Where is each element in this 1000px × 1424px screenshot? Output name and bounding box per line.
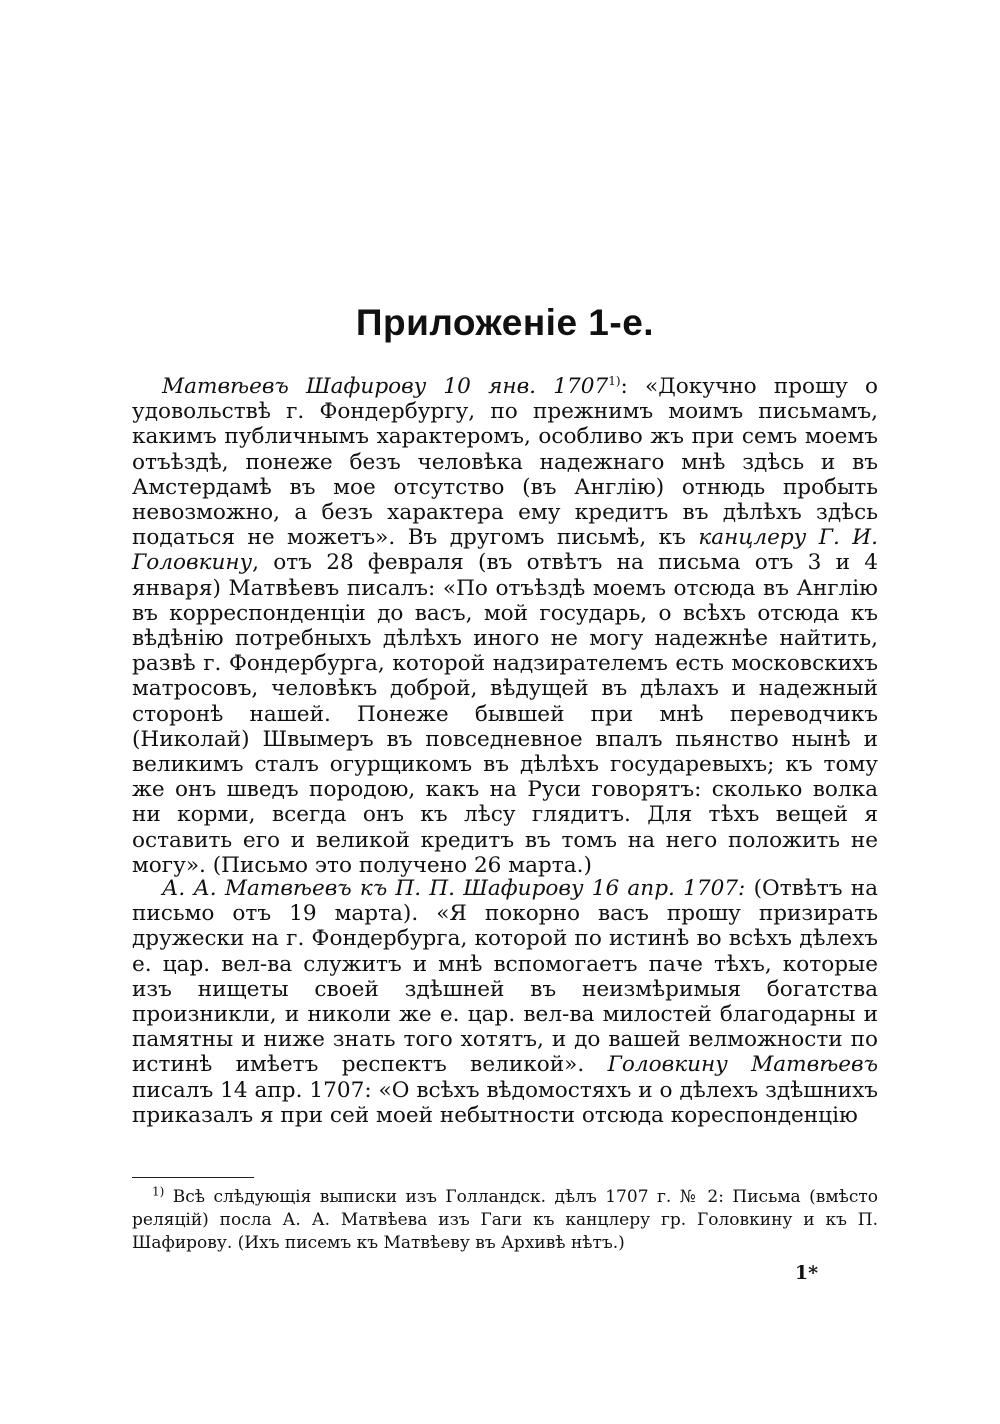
footnote-marker: 1): [152, 1184, 165, 1199]
page-title: Приложеніе 1-е.: [355, 302, 655, 343]
paragraph-1-text-b: , отъ 28 февраля (въ отвѣтъ на письма отъ 3 и 4 января) Матвѣевъ писалъ: «По отъѣздѣ моемъ отсюда въ Англію въ корреспонденціи до васъ, мой государь, о всѣхъ отсюда къ вѣдѣнію потребныхъ дѣлѣхъ иного не могу надежнѣе найтить, развѣ г. Фондербурга, которой надзирателемъ есть московскихъ матросовъ, человѣкъ доброй, вѣдущей въ дѣлахъ и надежный сторонѣ нашей. Понеже бывшей при мнѣ переводчикъ (Николай) Швымеръ въ повседневное впалъ пьянство нынѣ и великимъ сталъ огурщикомъ въ дѣлѣхъ государевыхъ; къ тому же онъ шведъ породою, какъ на Руси говорятъ: сколько волка ни корми, всегда онъ къ лѣсу глядитъ. Для тѣхъ вещей я оставить его и великой кредитъ въ томъ на него положить не могу». (Письмо это получено 26 марта.): [132, 550, 878, 878]
footnote-divider: [132, 1177, 254, 1178]
paragraph-2-lead: А. А. Матвѣевъ къ П. П. Шафирову 16 апр. 1707:: [162, 876, 746, 901]
footnote-text: Всѣ слѣдующія выписки изъ Голландск. дѣлъ 1707 г. № 2: Письма (вмѣсто реляцій) посла А. А. Матвѣева изъ Гаги къ канцлеру гр. Головкину и къ П. Шафирову. (Ихъ писемъ къ Матвѣеву въ Архивѣ нѣтъ.): [132, 1187, 878, 1253]
paragraph-2: [132, 876, 878, 1128]
paragraph-1-lead: Матвѣевъ Шафирову 10 янв. 1707: [162, 374, 609, 399]
paragraph-2-text-a: (Отвѣтъ на письмо отъ 19 марта). «Я покорно васъ прошу призирать дружески на г. Фондербурга, которой по истинѣ во всѣхъ дѣлехъ е. цар. вел-ва служитъ и мнѣ вспомогаетъ паче тѣхъ, которые изъ нищеты своей здѣшней въ неизмѣримыя богатства произникли, и николи же е. цар. вел-ва милостей благодарны и памятны и ниже знать того хотятъ, и до вашей велможности по истинѣ имѣетъ респектъ великой».: [132, 876, 878, 1078]
paragraph-1-addressee: канцлеру Г. И. Головкину: [132, 525, 878, 576]
footnote: [132, 1186, 878, 1255]
paragraph-2-addressee: Головкину Матвѣевъ: [607, 1052, 878, 1078]
paragraph-2-text-b: писалъ 14 апр. 1707: «О всѣхъ вѣдомостяхъ и о дѣлехъ здѣшнихъ приказалъ я при сей моей небытности отсюда кореспонденцію: [132, 1077, 878, 1128]
paragraph-1: [132, 374, 878, 878]
paragraph-1-text-a: : «Докучно прошу о удовольствѣ г. Фондербургу, по прежнимъ моимъ письмамъ, какимъ публичнымъ характеромъ, особливо жъ при семъ моемъ отъѣздѣ, понеже безъ человѣка надежнаго мнѣ здѣсь и въ Амстердамѣ въ мое отсутство (въ Англію) отнюдь пробыть невозможно, а безъ характера ему кредитъ въ дѣлѣхъ здѣсь податься не можетъ». Въ другомъ письмѣ, къ: [132, 374, 878, 551]
signature-mark: 1*: [794, 1262, 818, 1284]
page: [132, 0, 878, 1424]
footnote-ref[interactable]: 1): [608, 373, 621, 388]
